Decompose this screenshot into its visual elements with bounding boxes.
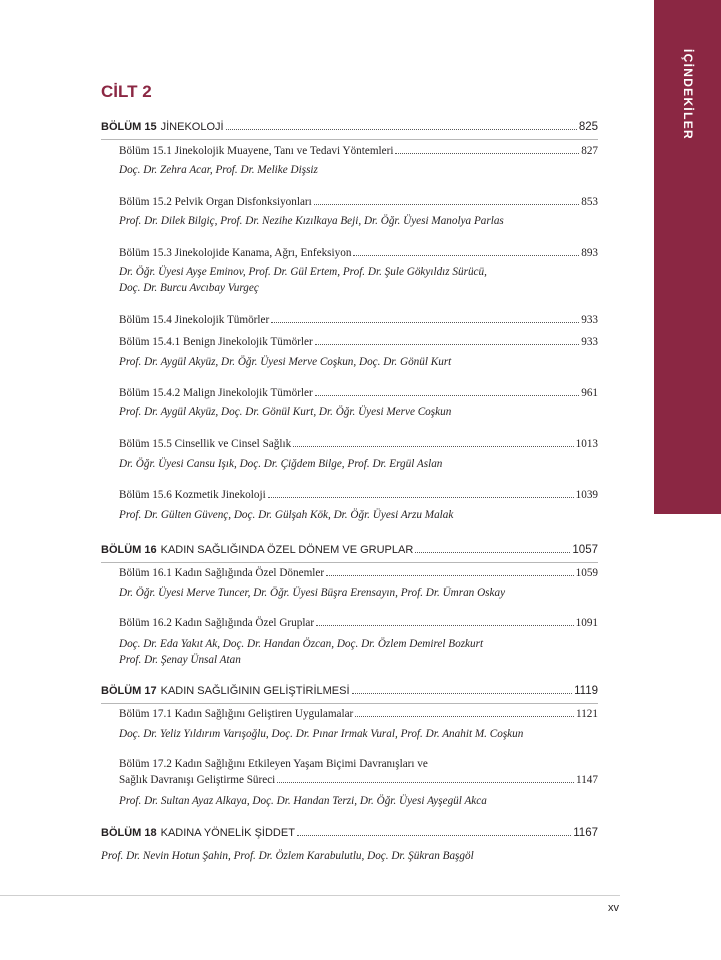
section-authors: Prof. Dr. Dilek Bilgiç, Prof. Dr. Nezihe Kızılkaya Beji, Dr. Öğr. Üyesi Manolya Parlas [119,215,504,227]
section-title: Bölüm 15.4.1 Benign Jinekolojik Tümörler [119,336,313,348]
chapter-17-entry[interactable] [101,685,598,697]
dot-leader [352,693,573,694]
section-title: Bölüm 15.6 Kozmetik Jinekoloji [119,489,266,501]
section-15-4-entry[interactable] [119,314,598,326]
dot-leader [415,552,570,553]
chapter-title: KADIN SAĞLIĞINDA ÖZEL DÖNEM VE GRUPLAR [160,544,414,556]
page-number: 961 [581,387,598,399]
section-authors: Prof. Dr. Aygül Akyüz, Dr. Öğr. Üyesi Merve Coşkun, Doç. Dr. Gönül Kurt [119,356,452,368]
page-number: 1057 [572,544,598,556]
dot-leader [316,625,573,626]
section-17-2-title-line1[interactable]: Bölüm 17.2 Kadın Sağlığını Etkileyen Yaşam Biçimi Davranışları ve [119,758,428,770]
section-17-2-entry[interactable] [119,774,598,786]
section-17-1-entry[interactable] [119,708,598,720]
dot-leader [314,204,579,205]
section-16-2-entry[interactable] [119,617,598,629]
section-title: Sağlık Davranışı Geliştirme Süreci [119,774,276,786]
section-authors: Prof. Dr. Şenay Ünsal Atan [119,654,241,666]
page-number: 933 [581,336,598,348]
side-tab-label: İÇİNDEKİLER [681,49,695,140]
dot-leader [268,497,574,498]
section-authors: Prof. Dr. Aygül Akyüz, Doç. Dr. Gönül Kurt, Dr. Öğr. Üyesi Merve Coşkun [119,406,452,418]
chapter-15-entry[interactable] [101,121,598,133]
section-15-3-entry[interactable] [119,247,598,259]
dot-leader [353,255,579,256]
dot-leader [315,344,580,345]
section-title: Bölüm 15.5 Cinsellik ve Cinsel Sağlık [119,438,292,450]
dot-leader [395,153,579,154]
page-number: 893 [581,247,598,259]
page-number: 827 [581,145,598,157]
chapter-number: BÖLÜM 15 [101,121,157,133]
section-title: Bölüm 15.4.2 Malign Jinekolojik Tümörler [119,387,313,399]
page-number: 1121 [576,708,598,720]
volume-title: CİLT 2 [101,82,152,101]
section-authors: Prof. Dr. Sultan Ayaz Alkaya, Doç. Dr. Handan Terzi, Dr. Öğr. Üyesi Ayşegül Akca [119,795,487,807]
section-title: Bölüm 17.1 Kadın Sağlığını Geliştiren Uygulamalar [119,708,354,720]
section-authors: Doç. Dr. Yeliz Yıldırım Varışoğlu, Doç. Dr. Pınar Irmak Vural, Prof. Dr. Anahit M. Coşkun [119,728,524,740]
section-15-5-entry[interactable] [119,438,598,450]
chapter-18-entry[interactable] [101,827,598,839]
page-number: 1039 [575,489,598,501]
section-15-1-entry[interactable] [119,145,598,157]
dot-leader [326,575,574,576]
page-number: 1059 [575,567,598,579]
chapter-16-entry[interactable] [101,544,598,556]
section-authors: Dr. Öğr. Üyesi Ayşe Eminov, Prof. Dr. Gül Ertem, Prof. Dr. Şule Gökyıldız Sürücü, [119,266,487,278]
page-number: 825 [578,121,598,133]
section-15-2-entry[interactable] [119,196,598,208]
chapter-title: JİNEKOLOJİ [160,121,224,133]
section-title: Bölüm 15.3 Jinekolojide Kanama, Ağrı, Enfeksiyon [119,247,352,259]
dot-leader [271,322,579,323]
page-number: 1167 [573,827,598,839]
dot-leader [277,782,574,783]
section-authors: Dr. Öğr. Üyesi Merve Tuncer, Dr. Öğr. Üyesi Büşra Erensayın, Prof. Dr. Ümran Oskay [119,587,506,599]
page-number: 1091 [575,617,598,629]
chapter-number: BÖLÜM 17 [101,685,157,697]
section-title: Bölüm 16.1 Kadın Sağlığında Özel Dönemler [119,567,325,579]
footer-rule [0,895,620,896]
chapter-divider [101,562,598,563]
page-number: 1013 [575,438,598,450]
page-number: 1147 [576,774,598,786]
section-16-1-entry[interactable] [119,567,598,579]
dot-leader [297,835,571,836]
section-15-4-1-entry[interactable] [119,336,598,348]
dot-leader [355,716,574,717]
section-authors: Dr. Öğr. Üyesi Cansu Işık, Doç. Dr. Çiğdem Bilge, Prof. Dr. Ergül Aslan [119,458,443,470]
chapter-number: BÖLÜM 16 [101,544,157,556]
section-authors: Doç. Dr. Eda Yakıt Ak, Doç. Dr. Handan Özcan, Doç. Dr. Özlem Demirel Bozkurt [119,638,484,650]
section-authors: Prof. Dr. Gülten Güvenç, Doç. Dr. Gülşah Kök, Dr. Öğr. Üyesi Arzu Malak [119,509,454,521]
section-15-6-entry[interactable] [119,489,598,501]
dot-leader [226,129,577,130]
section-title: Bölüm 15.1 Jinekolojik Muayene, Tanı ve Tedavi Yöntemleri [119,145,394,157]
chapter-title: KADIN SAĞLIĞININ GELİŞTİRİLMESİ [160,685,350,697]
page-number: 853 [581,196,598,208]
dot-leader [293,446,573,447]
section-authors: Doç. Dr. Zehra Acar, Prof. Dr. Melike Dişsiz [119,164,318,176]
chapter-authors: Prof. Dr. Nevin Hotun Şahin, Prof. Dr. Özlem Karabulutlu, Doç. Dr. Şükran Başgöl [101,850,474,862]
dot-leader [315,395,580,396]
section-authors: Doç. Dr. Burcu Avcıbay Vurgeç [119,282,259,294]
chapter-title: KADINA YÖNELİK ŞİDDET [160,827,295,839]
section-15-4-2-entry[interactable] [119,387,598,399]
section-title: Bölüm 15.2 Pelvik Organ Disfonksiyonları [119,196,312,208]
page-number: 1119 [574,685,598,697]
page-number: 933 [581,314,598,326]
footer-page-number: xv [608,902,619,914]
chapter-divider [101,139,598,140]
section-title: Bölüm 16.2 Kadın Sağlığında Özel Gruplar [119,617,315,629]
chapter-divider [101,703,598,704]
chapter-number: BÖLÜM 18 [101,827,157,839]
section-title: Bölüm 15.4 Jinekolojik Tümörler [119,314,270,326]
